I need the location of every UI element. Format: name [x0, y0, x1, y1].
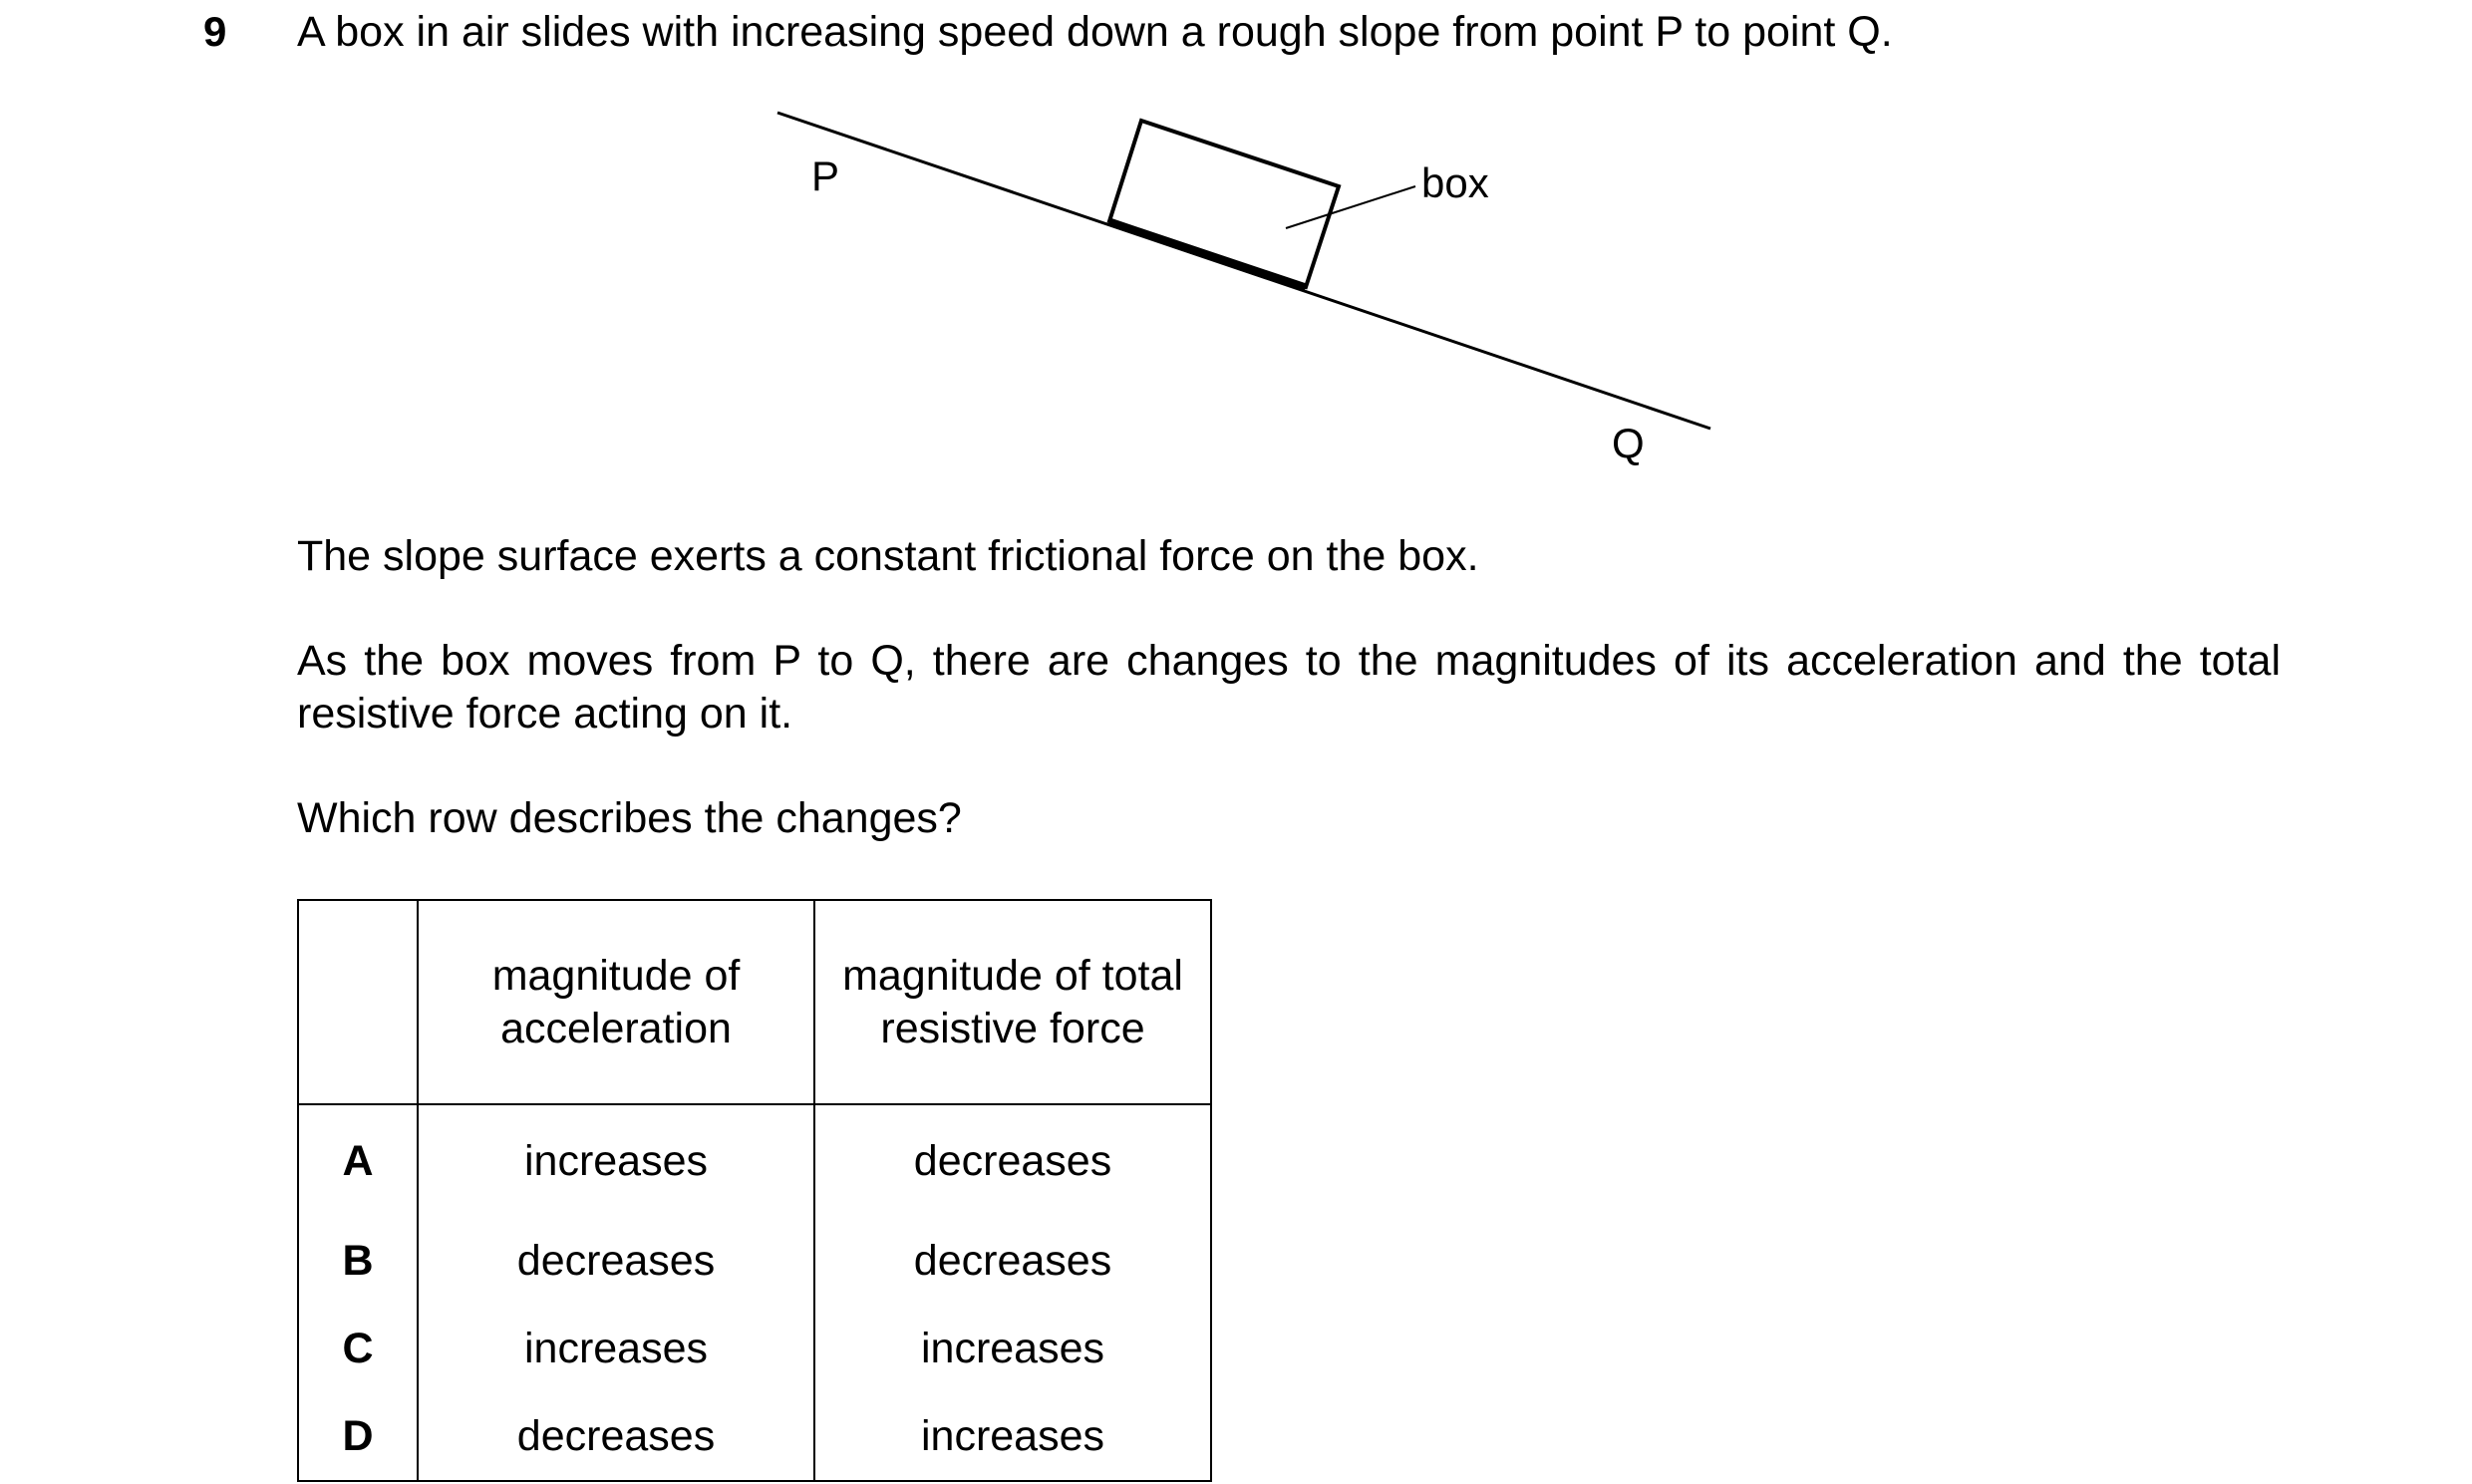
- row-acceleration: decreases: [418, 1392, 814, 1481]
- question-text: A box in air slides with increasing speed down a rough slope from point P to point Q.: [297, 8, 1893, 56]
- row-letter: B: [298, 1217, 418, 1305]
- header-acceleration: magnitude of acceleration: [418, 900, 814, 1104]
- row-letter: D: [298, 1392, 418, 1481]
- row-acceleration: decreases: [418, 1217, 814, 1305]
- row-resistive-force: increases: [814, 1305, 1211, 1392]
- friction-paragraph: The slope surface exerts a constant frictional force on the box.: [297, 532, 1479, 580]
- table-row: [298, 1104, 1211, 1217]
- question-number: 9: [203, 8, 227, 55]
- table-row: [298, 1392, 1211, 1481]
- header-resistive-force: magnitude of total resistive force: [814, 900, 1211, 1104]
- row-acceleration: increases: [418, 1104, 814, 1217]
- header-letter: [298, 900, 418, 1104]
- row-resistive-force: decreases: [814, 1104, 1211, 1217]
- changes-paragraph: As the box moves from P to Q, there are changes to the magnitudes of its acceleration and the total resistive force acting on it.: [297, 637, 2281, 738]
- row-resistive-force: decreases: [814, 1217, 1211, 1305]
- table-header-row: [298, 900, 1211, 1104]
- which-row-prompt: Which row describes the changes?: [297, 794, 962, 842]
- table-row: [298, 1305, 1211, 1392]
- label-p: P: [811, 152, 840, 199]
- label-box: box: [1421, 159, 1489, 206]
- row-resistive-force: increases: [814, 1392, 1211, 1481]
- row-acceleration: increases: [418, 1305, 814, 1392]
- label-q: Q: [1612, 420, 1645, 466]
- row-letter: C: [298, 1305, 418, 1392]
- slope-diagram: [0, 0, 2472, 498]
- answer-table: [297, 899, 1212, 1482]
- table-row: [298, 1217, 1211, 1305]
- row-letter: A: [298, 1104, 418, 1217]
